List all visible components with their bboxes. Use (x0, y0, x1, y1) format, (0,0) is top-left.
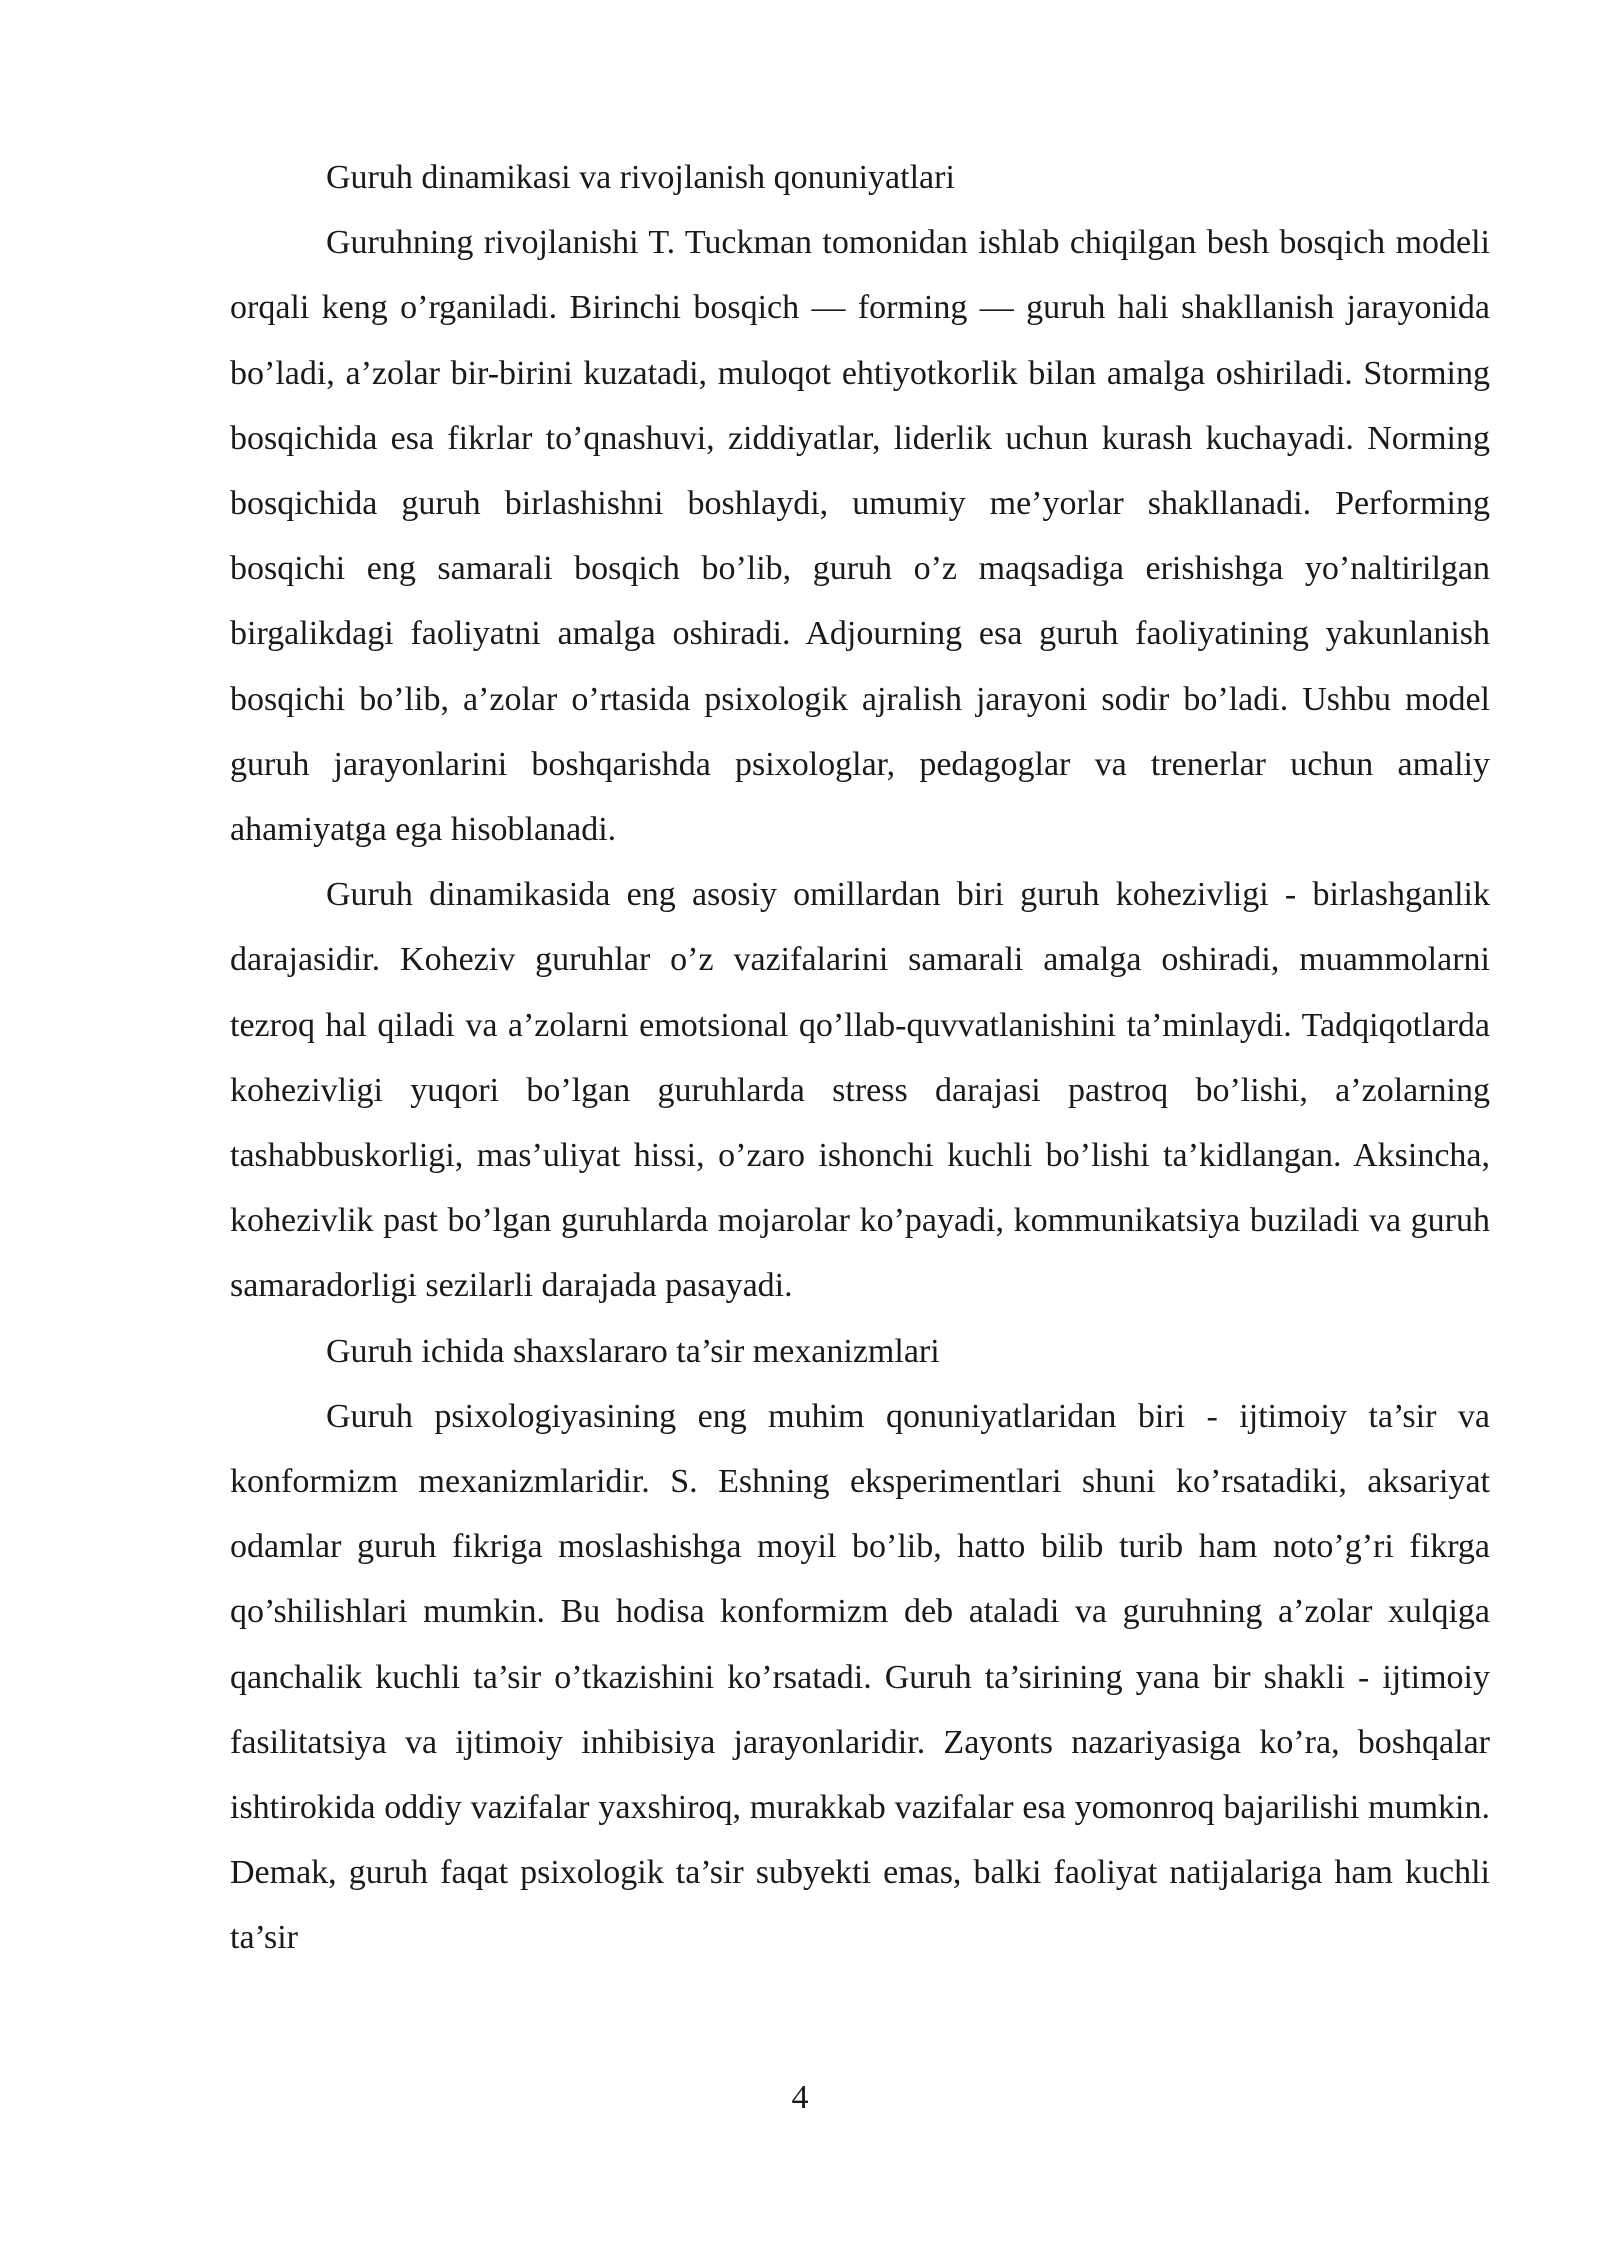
section-heading-group-dynamics: Guruh dinamikasi va rivojlanish qonuniyatlari (326, 159, 955, 196)
paragraph-tuckman-model: Guruhning rivojlanishi T. Tuckman tomonidan ishlab chiqilgan besh bosqich modeli orqali keng o’rganiladi. Birinchi bosqich — forming — guruh hali shakllanish jarayonida bo’ladi, a’zolar bir-birini kuzatadi, muloqot ehtiyotkorlik bilan amalga oshiriladi. Storming bosqichida esa fikrlar to’qnashuvi, ziddiyatlar, liderlik uchun kurash kuchayadi. Norming bosqichida guruh birlashishni boshlaydi, umumiy me’yorlar shakllanadi. Performing bosqichi eng samarali bosqich bo’lib, guruh o’z maqsadiga erishishga yo’naltirilgan birgalikdagi faoliyatni amalga oshiradi. Adjourning esa guruh faoliyatining yakunlanish bosqichi bo’lib, a’zolar o’rtasida psixologik ajralish jarayoni sodir bo’ladi. Ushbu model guruh jarayonlarini boshqarishda psixologlar, pedagoglar va trenerlar uchun amaliy ahamiyatga ega hisoblanadi. (230, 224, 1490, 849)
paragraph-cohesion: Guruh dinamikasida eng asosiy omillardan biri guruh kohezivligi - birlashganlik darajasidir. Koheziv guruhlar o’z vazifalarini samarali amalga oshiradi, muammolarni tezroq hal qiladi va a’zolarni emotsional qo’llab-quvvatlanishini ta’minlaydi. Tadqiqotlarda kohezivligi yuqori bo’lgan guruhlarda stress darajasi pastroq bo’lishi, a’zolarning tashabbuskorligi, mas’uliyat hissi, o’zaro ishonchi kuchli bo’lishi ta’kidlangan. Aksincha, kohezivlik past bo’lgan guruhlarda mojarolar ko’payadi, kommunikatsiya buziladi va guruh samaradorligi sezilarli darajada pasayadi. (230, 876, 1490, 1305)
section-heading-interpersonal-influence: Guruh ichida shaxslararo ta’sir mexanizmlari (326, 1332, 940, 1370)
paragraph-conformity: Guruh psixologiyasining eng muhim qonuniyatlaridan biri - ijtimoiy ta’sir va konformizm mexanizmlaridir. S. Eshning eksperimentlari shuni ko’rsatadiki, aksariyat odamlar guruh fikriga moslashishga moyil bo’lib, hatto bilib turib ham noto’g’ri fikrga qo’shilishlari mumkin. Bu hodisa konformizm deb ataladi va guruhning a’zolar xulqiga qanchalik kuchli ta’sir o’tkazishini ko’rsatadi. Guruh ta’sirining yana bir shakli - ijtimoiy fasilitatsiya va ijtimoiy inhibisiya jarayonlaridir. Zayonts nazariyasiga ko’ra, boshqalar ishtirokida oddiy vazifalar yaxshiroq, murakkab vazifalar esa yomonroq bajarilishi mumkin. Demak, guruh faqat psixologik ta’sir subyekti emas, balki faoliyat natijalariga ham kuchli ta’sir (230, 1397, 1490, 1957)
page-number: 4 (791, 2079, 809, 2116)
page-body (230, 145, 1490, 1971)
